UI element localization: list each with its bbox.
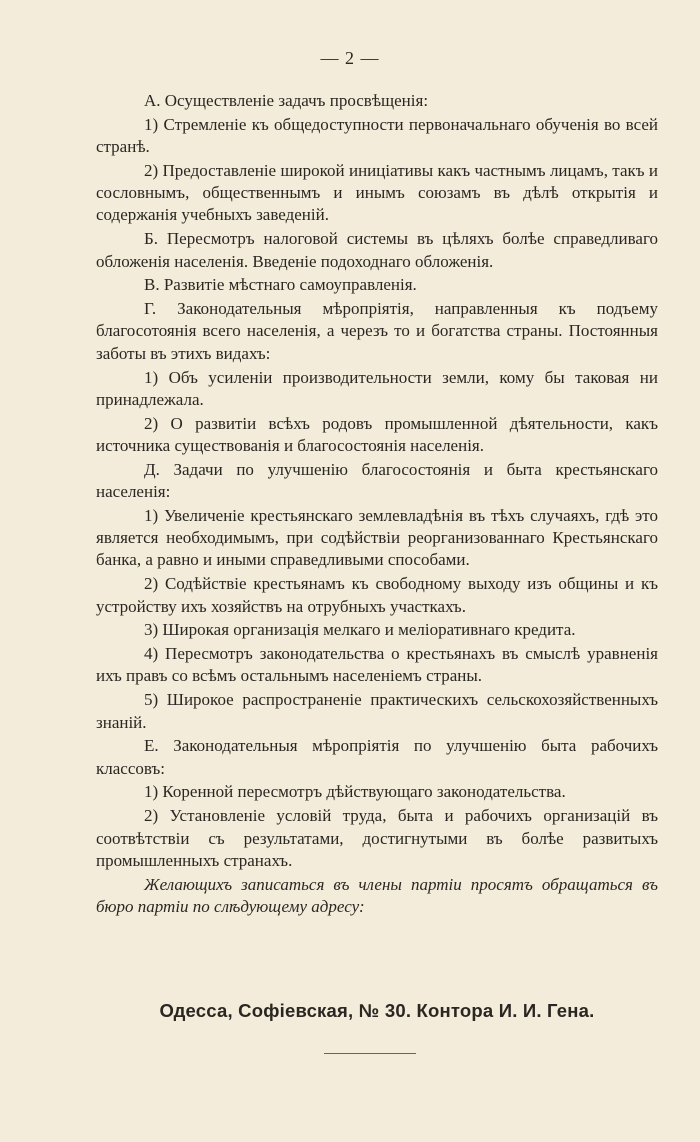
paragraph: 1) Стремленіе къ общедоступности первоначальнаго обученія во всей странѣ. xyxy=(96,114,658,157)
paragraph: 2) Предоставленіе широкой иниціативы какъ частнымъ лицамъ, такъ и сословнымъ, общественнымъ и инымъ союзамъ въ дѣлѣ открытія и содержанія учебныхъ заведеній. xyxy=(96,160,658,225)
paragraph: 2) Установленіе условій труда, быта и рабочихъ организацій въ соотвѣтствіи съ результатами, достигнутыми въ болѣе развитыхъ промышленныхъ странахъ. xyxy=(96,806,658,870)
paragraph: А. Осуществленіе задачъ просвѣщенія: xyxy=(144,91,429,110)
paragraph: Д. Задачи по улучшенію благосостоянія и быта крестьянскаго населенія: xyxy=(96,459,658,502)
paragraph: 4) Пересмотръ законодательства о крестьянахъ въ смыслѣ уравненія ихъ правъ со всѣмъ остальнымъ населеніемъ страны. xyxy=(96,644,658,686)
paragraph: 1) Объ усиленіи производительности земли, кому бы таковая ни принадлежала. xyxy=(96,367,658,409)
paragraph: В. Развитіе мѣстнаго самоуправленія. xyxy=(144,275,417,295)
office-address: Одесса, Софіевская, № 30. Контора И. И. Гена. xyxy=(159,1000,595,1021)
page-number: — 2 — xyxy=(320,48,380,68)
paragraph: 3) Широкая организація мелкаго и меліоративнаго кредита. xyxy=(144,620,576,640)
paragraph: 1) Коренной пересмотръ дѣйствующаго законодательства. xyxy=(144,782,566,802)
paragraph: Г. Законодательныя мѣропріятія, направленныя къ подъему благосотоянія всего населенія, а черезъ то и богатства страны. Постоянныя заботы въ этихъ видахъ: xyxy=(96,299,658,363)
document-body xyxy=(96,90,658,920)
end-rule xyxy=(324,1053,416,1054)
paragraph: Е. Законодательныя мѣропріятія по улучшенію быта рабочихъ классовъ: xyxy=(96,736,658,778)
paragraph: 2) О развитіи всѣхъ родовъ промышленной дѣятельности, какъ источника существованія и благосостоянія населенія. xyxy=(96,413,658,455)
closing-note: Желающихъ записаться въ члены партіи просятъ обращаться въ бюро партіи по слѣдующему адресу: xyxy=(96,874,658,916)
paragraph: 5) Широкое распространеніе практическихъ сельскохозяйственныхъ знаній. xyxy=(96,690,658,732)
paragraph: 2) Содѣйствіе крестьянамъ къ свободному выходу изъ общины и къ устройству ихъ хозяйствъ на отрубныхъ участкахъ. xyxy=(96,574,658,616)
paragraph: Б. Пересмотръ налоговой системы въ цѣляхъ болѣе справедливаго обложенія населенія. Введеніе подоходнаго обложенія. xyxy=(96,229,658,271)
paragraph: 1) Увеличеніе крестьянскаго землевладѣнія въ тѣхъ случаяхъ, гдѣ это является необходимымъ, при содѣйствіи реорганизованнаго Крестьянскаго банка, а равно и иными справедливыми способами. xyxy=(96,505,658,570)
